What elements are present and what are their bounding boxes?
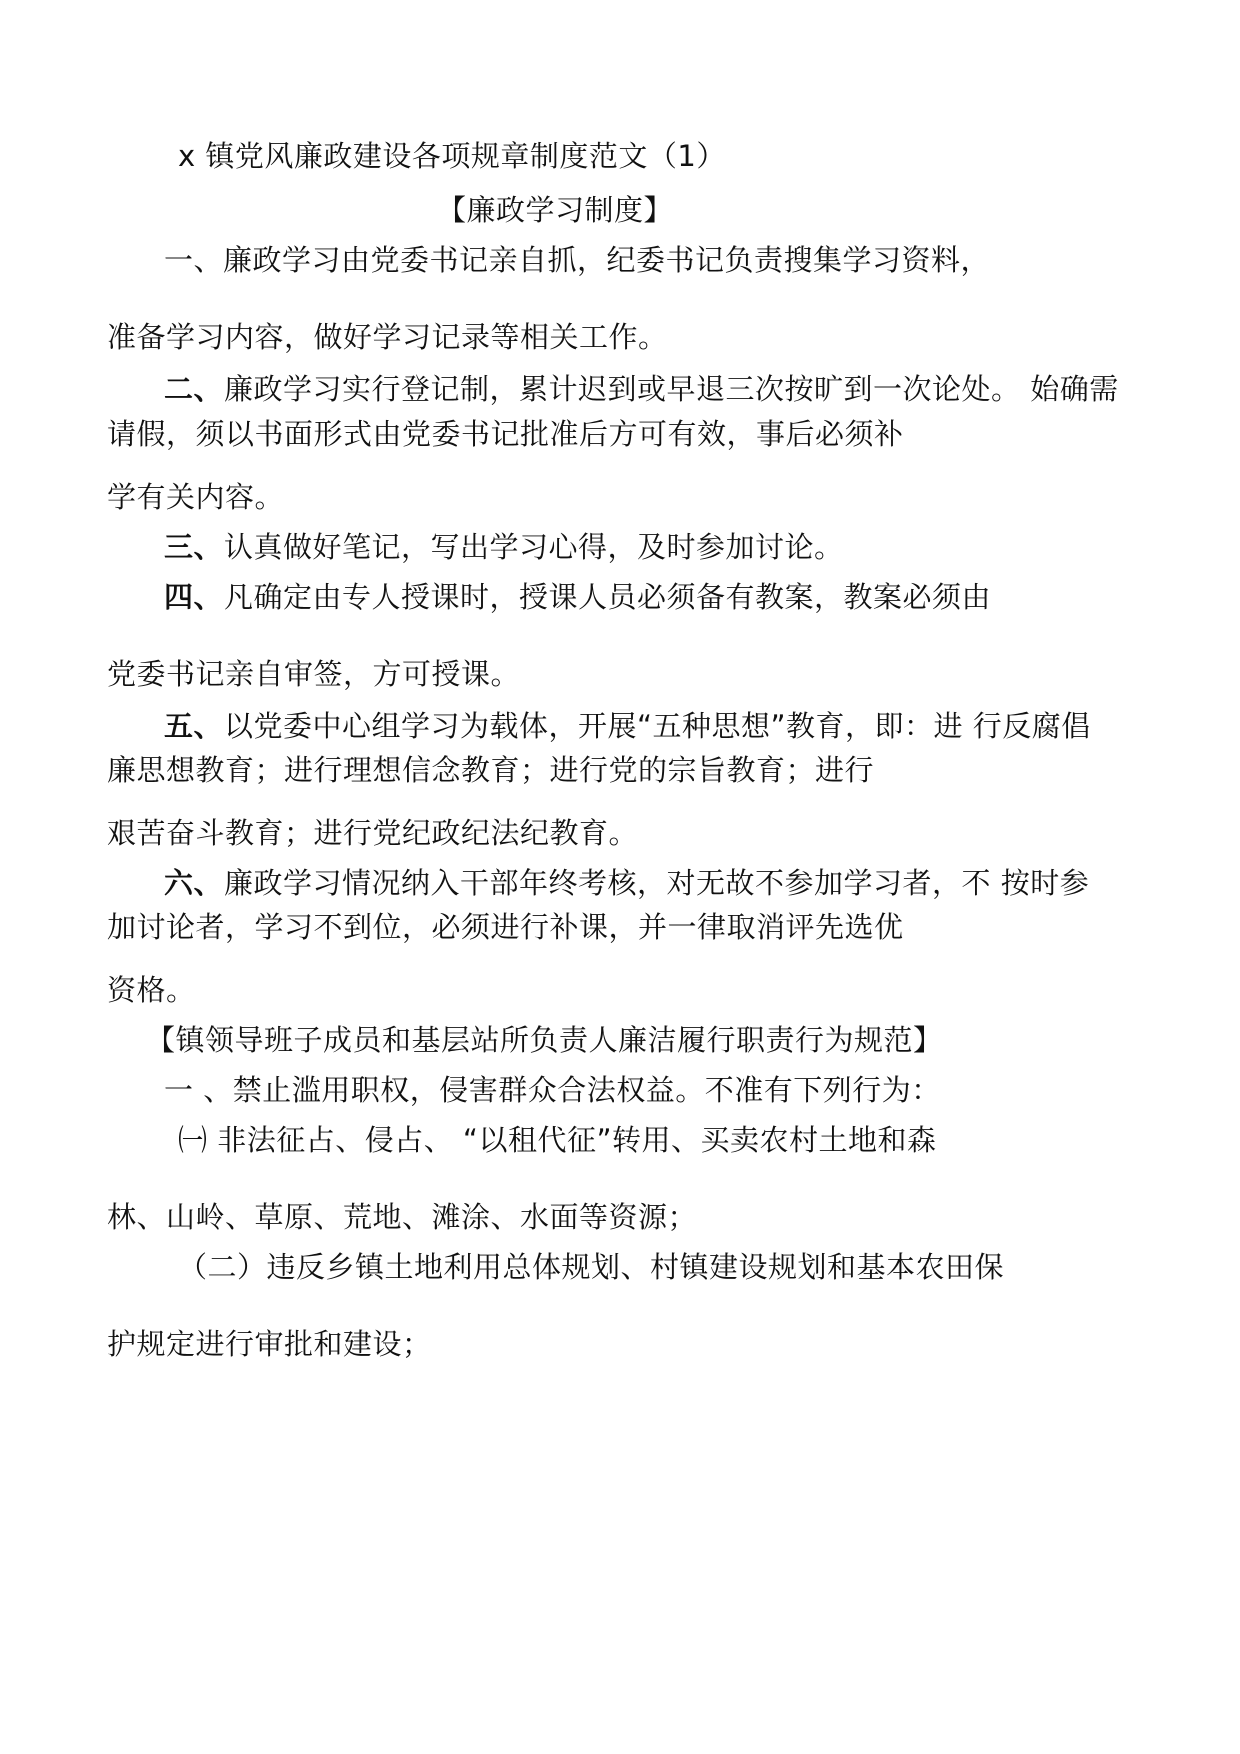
item-6-number: 六、 xyxy=(164,866,224,900)
section-heading-conduct: 【镇领导班子成员和基层站所负责人廉洁履行职责行为规范】 xyxy=(146,1023,943,1057)
item-5-line-1: 以党委中心组学习为载体，开展“五种思想”教育，即：进 行反腐倡 xyxy=(224,709,1091,743)
item-6-line-3: 资格。 xyxy=(107,973,196,1007)
item-5-line-2: 廉思想教育；进行理想信念教育；进行党的宗旨教育；进行 xyxy=(107,753,875,787)
item-3-number: 三、 xyxy=(164,530,224,564)
item-5-number: 五、 xyxy=(164,709,224,743)
item-2-line-2: 请假，须以书面形式由党委书记批准后方可有效，事后必须补 xyxy=(107,417,904,451)
document-title: x 镇党风廉政建设各项规章制度范文（1） xyxy=(178,139,726,173)
section-heading-study: 【廉政学习制度】 xyxy=(437,193,674,227)
conduct-sub-2-line-2: 护规定进行审批和建设； xyxy=(107,1327,432,1361)
item-6-line-1: 廉政学习情况纳入干部年终考核，对无故不参加学习者，不 按时参 xyxy=(224,866,1090,900)
conduct-item-1: 一 、禁止滥用职权，侵害群众合法权益。不准有下列行为： xyxy=(164,1073,941,1107)
item-2-number: 二、 xyxy=(164,372,224,406)
item-3-line-1: 认真做好笔记，写出学习心得，及时参加讨论。 xyxy=(224,530,844,564)
item-2-line-1: 廉政学习实行登记制，累计迟到或早退三次按旷到一次论处。 始确需 xyxy=(224,372,1119,406)
item-4-line-2: 党委书记亲自审签，方可授课。 xyxy=(107,657,521,691)
conduct-sub-2-line-1: （二）违反乡镇土地利用总体规划、村镇建设规划和基本农田保 xyxy=(178,1250,1005,1284)
item-1-line-1: 一、廉政学习由党委书记亲自抓，纪委书记负责搜集学习资料， xyxy=(164,243,991,277)
item-4-line-1: 凡确定由专人授课时，授课人员必须备有教案，教案必须由 xyxy=(224,580,992,614)
item-6-line-2: 加讨论者，学习不到位，必须进行补课，并一律取消评先选优 xyxy=(107,910,904,944)
item-1-line-2: 准备学习内容，做好学习记录等相关工作。 xyxy=(107,320,668,354)
conduct-sub-1-line-1: ㈠ 非法征占、侵占、 “以租代征”转用、买卖农村土地和森 xyxy=(178,1123,937,1157)
item-2-line-3: 学有关内容。 xyxy=(107,480,285,514)
conduct-sub-1-line-2: 林、山岭、草原、荒地、滩涂、水面等资源； xyxy=(107,1200,698,1234)
item-4-number: 四、 xyxy=(164,580,224,614)
item-5-line-3: 艰苦奋斗教育；进行党纪政纪法纪教育。 xyxy=(107,816,639,850)
